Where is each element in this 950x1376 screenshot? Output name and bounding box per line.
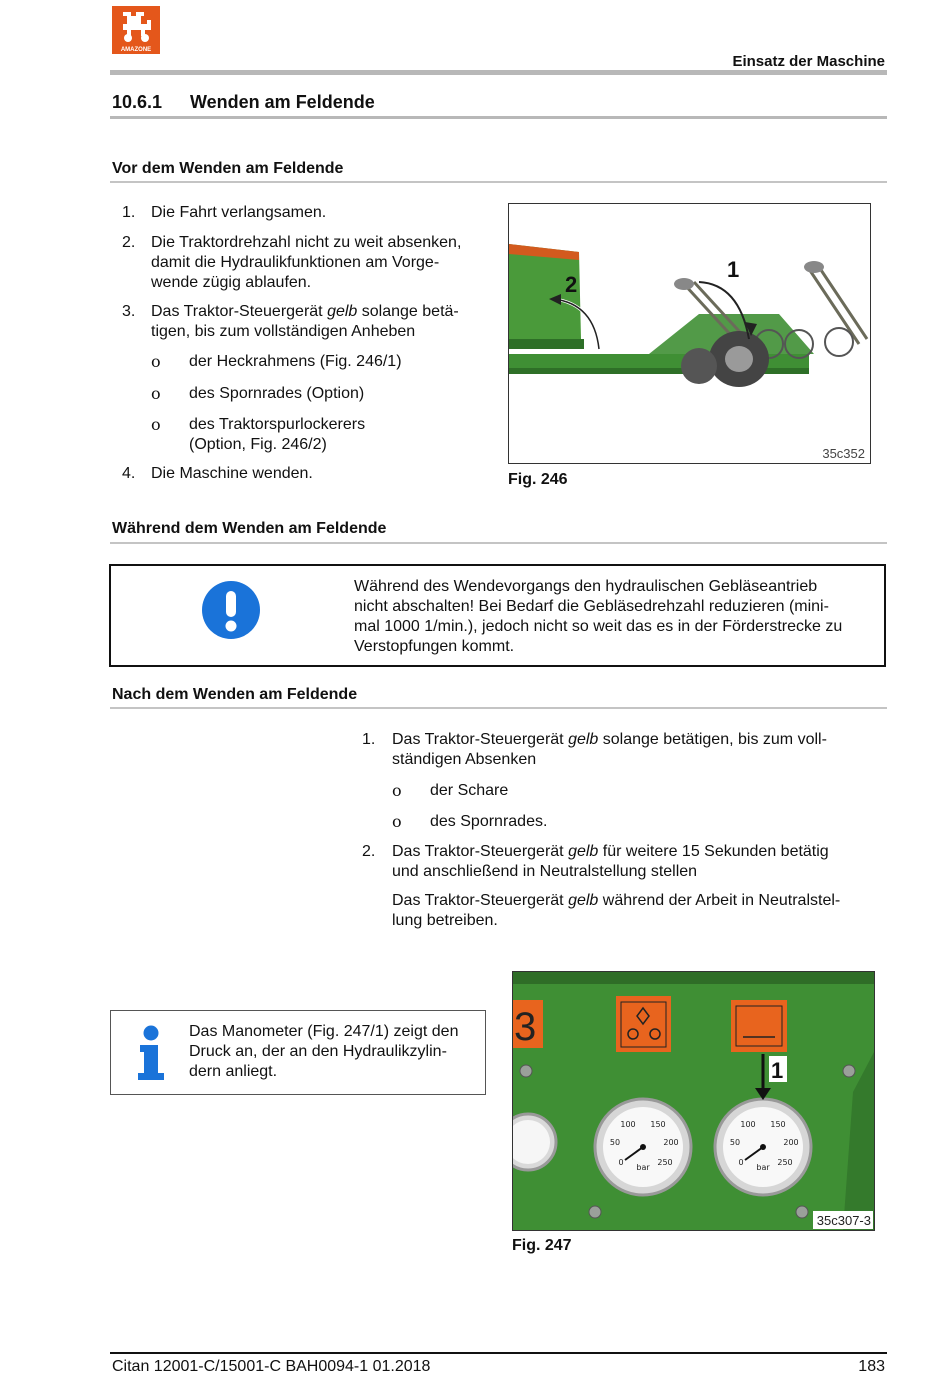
step-line: wende zügig ablaufen. [151, 274, 312, 291]
control-color-gelb: gelb [327, 303, 358, 320]
section-title [112, 92, 375, 113]
note-text-part: während der Arbeit in Neutralstel- [598, 892, 841, 909]
figure-callout-2: 2 [565, 272, 578, 297]
figure-callout-1: 1 [771, 1058, 784, 1083]
heading-after-rule [110, 707, 887, 709]
heading-during-rule [110, 542, 887, 544]
gauge-tick: 0 [618, 1158, 624, 1167]
gauge-tick: 50 [609, 1138, 621, 1147]
info-line: Druck an, der an den Hydraulikzylin- [189, 1043, 447, 1060]
step-number: 1. [122, 204, 136, 221]
bullet-icon: o [392, 812, 402, 831]
info-icon [136, 1025, 166, 1081]
bullet-text: des Spornrades. [430, 813, 548, 830]
bullet-icon: o [151, 384, 161, 403]
logo-wordmark: AMAZONE [120, 47, 152, 53]
notice-line: Verstopfungen kommt. [354, 638, 515, 655]
step-line [151, 302, 459, 322]
info-line: dern anliegt. [189, 1063, 278, 1080]
figure-callout-1: 1 [727, 257, 740, 282]
figure-246-label: Fig. 246 [508, 471, 568, 488]
bullet-icon: o [151, 415, 161, 434]
step-number: 3. [122, 303, 136, 320]
step-number: 2. [122, 234, 136, 251]
step-line: und anschließend in Neutralstellung stellen [392, 863, 698, 880]
step-number: 4. [122, 465, 136, 482]
step-line [392, 730, 827, 750]
gauge-tick: 100 [740, 1120, 756, 1129]
footer-document-id: Citan 12001-C/15001-C BAH0094-1 01.2018 [112, 1358, 431, 1375]
notice-line: nicht abschalten! Bei Bedarf die Gebläsedrehzahl reduzieren (mini- [354, 598, 829, 615]
step-text-part: solange betä- [357, 303, 459, 320]
note-line: lung betreiben. [392, 912, 498, 929]
logo-icon [112, 6, 160, 54]
gauge-tick: 100 [620, 1120, 636, 1129]
control-color-gelb: gelb [568, 892, 599, 909]
step-text [151, 233, 461, 293]
bullet-icon: o [151, 352, 161, 371]
bullet-text [189, 415, 365, 455]
step-text [392, 842, 829, 882]
notice-line: Während des Wendevorgangs den hydraulischen Gebläseantrieb [354, 578, 818, 595]
heading-before-rule [110, 181, 887, 183]
bullet-icon: o [392, 781, 402, 800]
gauge-tick: 200 [663, 1138, 679, 1147]
gauge-unit: bar [636, 1163, 650, 1172]
control-color-gelb: gelb [568, 843, 599, 860]
seed-drill-illustration [509, 204, 870, 463]
info-text [189, 1022, 458, 1082]
figure-247-label: Fig. 247 [512, 1237, 572, 1254]
step-text [151, 302, 459, 342]
step-text [392, 730, 827, 770]
heading-after: Nach dem Wenden am Feldende [112, 686, 358, 703]
step-text-part: für weitere 15 Sekunden betätig [598, 843, 829, 860]
manometer-panel-illustration [513, 972, 874, 1230]
gauge-unit: bar [756, 1163, 770, 1172]
section-rule [110, 116, 887, 119]
section-title-text: Wenden am Feldende [190, 92, 375, 112]
note-line [392, 891, 840, 911]
heading-before: Vor dem Wenden am Feldende [112, 160, 344, 177]
heading-during: Während dem Wenden am Feldende [112, 520, 387, 537]
amazone-logo [112, 6, 160, 54]
info-box [110, 1010, 486, 1095]
header-section-title: Einsatz der Maschine [732, 53, 885, 70]
step-line: Die Traktordrehzahl nicht zu weit absenken, [151, 234, 462, 251]
step-line [392, 842, 829, 862]
gauge-tick: 50 [729, 1138, 741, 1147]
step-text-part: Das Traktor-Steuergerät [392, 731, 569, 748]
header-rule [110, 70, 887, 75]
step-line: damit die Hydraulikfunktionen am Vorge- [151, 254, 440, 271]
bullet-text: des Spornrades (Option) [189, 385, 365, 402]
step-text-part: solange betätigen, bis zum voll- [598, 731, 827, 748]
notice-text [354, 577, 842, 657]
step-text-part: Das Traktor-Steuergerät [151, 303, 328, 320]
step-number: 1. [362, 731, 376, 748]
step-line: ständigen Absenken [392, 751, 537, 768]
control-color-gelb: gelb [568, 731, 599, 748]
info-line: Das Manometer (Fig. 247/1) zeigt den [189, 1023, 459, 1040]
note-text-part: Das Traktor-Steuergerät [392, 892, 569, 909]
figure-246-image [508, 203, 871, 464]
step-text: Die Fahrt verlangsamen. [151, 204, 327, 221]
bullet-line: des Traktorspurlockerers [189, 416, 366, 433]
figure-code: 35c352 [822, 446, 865, 461]
gauge-tick: 200 [783, 1138, 799, 1147]
bullet-text: der Heckrahmens (Fig. 246/1) [189, 353, 402, 370]
page-number: 183 [858, 1358, 885, 1375]
step-text-part: Das Traktor-Steuergerät [392, 843, 569, 860]
gauge-tick: 0 [738, 1158, 744, 1167]
gauge-tick: 150 [650, 1120, 666, 1129]
bullet-text: der Schare [430, 782, 509, 799]
figure-247-image [512, 971, 875, 1231]
exclamation-icon [202, 581, 260, 639]
bullet-line: (Option, Fig. 246/2) [189, 436, 327, 453]
gauge-tick: 150 [770, 1120, 786, 1129]
step-note [392, 891, 840, 931]
gauge-tick: 250 [657, 1158, 673, 1167]
section-number: 10.6.1 [112, 92, 163, 112]
step-number: 2. [362, 843, 376, 860]
panel-number: 3 [514, 1005, 537, 1049]
figure-code: 35c307-3 [816, 1213, 871, 1228]
step-text: Die Maschine wenden. [151, 465, 313, 482]
footer-rule [110, 1352, 887, 1354]
step-line: tigen, bis zum vollständigen Anheben [151, 323, 416, 340]
gauge-tick: 250 [777, 1158, 793, 1167]
notice-line: mal 1000 1/min.), jedoch nicht so weit das es in der Förderstrecke zu [354, 618, 843, 635]
important-notice-box [109, 564, 886, 667]
